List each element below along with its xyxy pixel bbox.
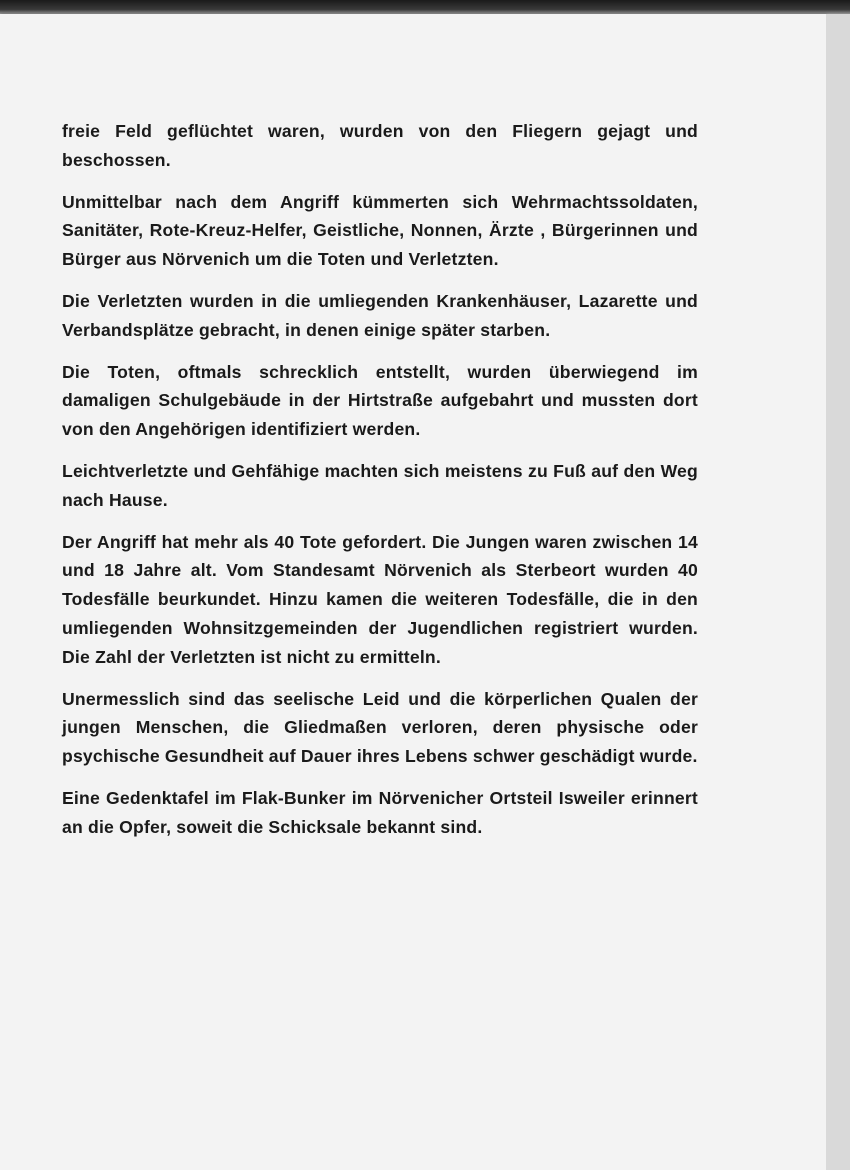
- paragraph-8: Eine Gedenktafel im Flak-Bunker im Nörvenicher Ortsteil Isweiler erinnert an die Opfer, soweit die Schicksale bekannt sind.: [62, 787, 698, 837]
- paragraph-7: Unermesslich sind das seelische Leid und die körperlichen Qualen der jungen Menschen, die Gliedmaßen verloren, deren physische oder psychische Gesundheit auf Dauer ihres Lebens schwer geschädigt wurde.: [62, 688, 698, 767]
- paragraph-4: Die Toten, oftmals schrecklich entstellt, wurden überwiegend im damaligen Schulgebäude in der Hirtstraße aufgebahrt und mussten dort von den Angehörigen identifiziert werden.: [62, 361, 698, 440]
- paragraph-1: freie Feld geflüchtet waren, wurden von den Fliegern gejagt und beschossen.: [62, 121, 698, 170]
- document-body: [62, 117, 698, 855]
- paragraph-6: Der Angriff hat mehr als 40 Tote gefordert. Die Jungen waren zwischen 14 und 18 Jahre alt. Vom Standesamt Nörvenich als Sterbeort wurden 40 Todesfälle beurkundet. Hinzu kamen die weiteren Todesfälle, die in den umliegenden Wohnsitzgemeinden der Jugendlichen registriert wurden. Die Zahl der Verletzten ist nicht zu ermitteln.: [62, 531, 698, 667]
- paragraph-2: Unmittelbar nach dem Angriff kümmerten sich Wehrmachtssoldaten, Sanitäter, Rote-Kreuz-Helfer, Geistliche, Nonnen, Ärzte , Bürgerinnen und Bürger aus Nörvenich um die Toten und Verletzten.: [62, 191, 698, 270]
- paragraph-5: Leichtverletzte und Gehfähige machten sich meistens zu Fuß auf den Weg nach Hause.: [62, 460, 698, 510]
- paragraph-3: Die Verletzten wurden in die umliegenden Krankenhäuser, Lazarette und Verbandsplätze gebracht, in denen einige später starben.: [62, 290, 698, 340]
- scan-right-margin: [826, 14, 850, 1170]
